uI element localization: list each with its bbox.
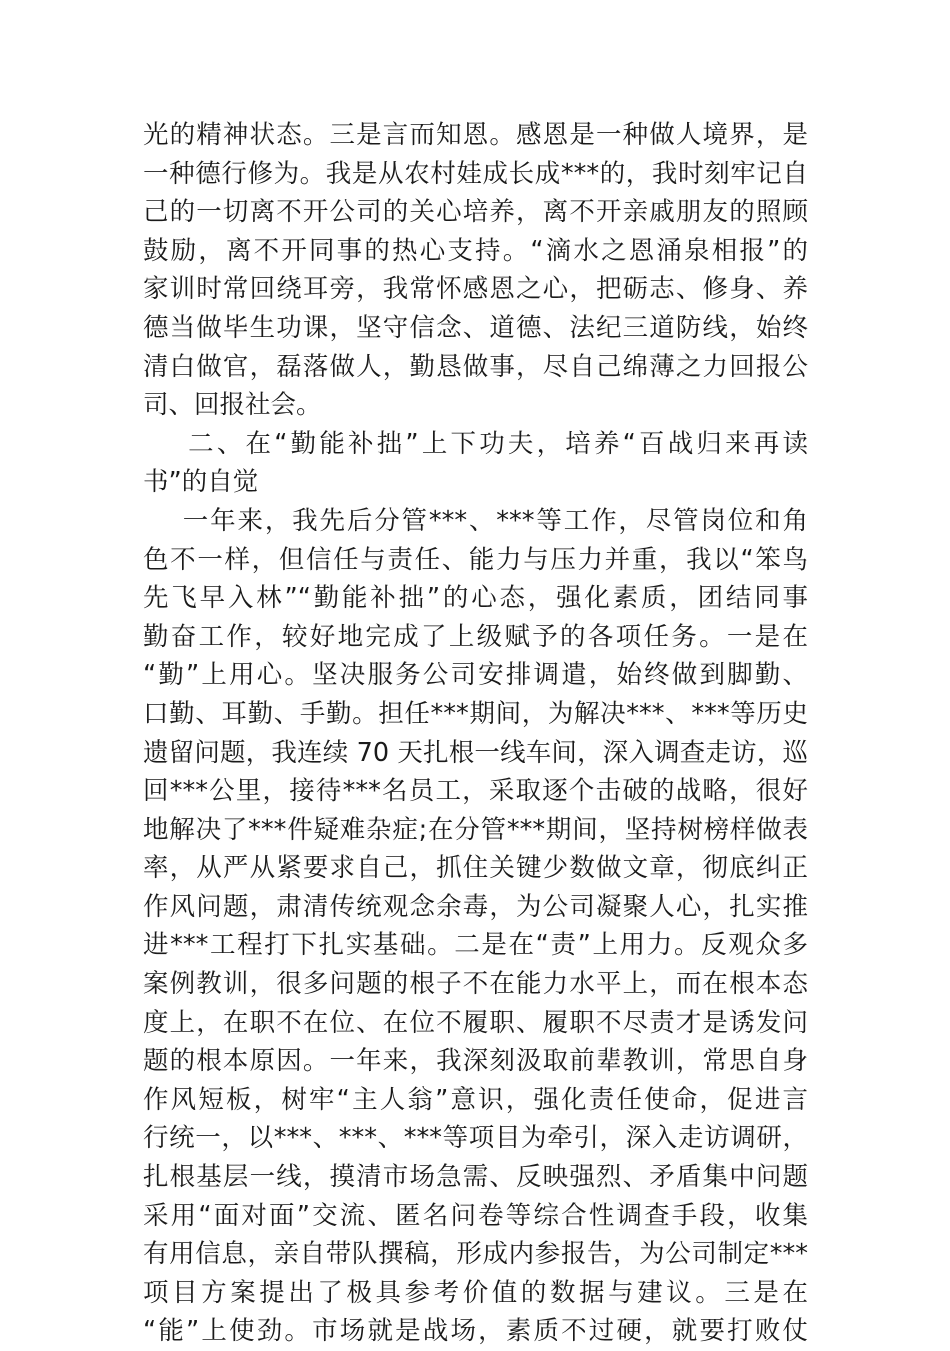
text-line: 进***工程打下扎实基础。二是在“责”上用力。反观众多 — [143, 930, 808, 961]
text-line: 遗留问题，我连续 70 天扎根一线车间，深入调查走访，巡 — [143, 737, 808, 768]
text-line: 司、回报社会。 — [143, 390, 322, 421]
text-line: 己的一切离不开公司的关心培养，离不开亲戚朋友的照顾 — [143, 197, 808, 228]
text-line: 扎根基层一线，摸清市场急需、反映强烈、矛盾集中问题 — [143, 1162, 808, 1193]
text-line: 德当做毕生功课，坚守信念、道德、法纪三道防线，始终 — [143, 312, 808, 343]
text-line: 清白做官，磊落做人，勤恳做事，尽自己绵薄之力回报公 — [143, 351, 808, 382]
text-line: 光的精神状态。三是言而知恩。感恩是一种做人境界，是 — [143, 120, 808, 150]
text-line: 地解决了***件疑难杂症;在分管***期间，坚持树榜样做表 — [143, 814, 808, 845]
text-line: 作风短板，树牢“主人翁”意识，强化责任使命，促进言 — [143, 1084, 808, 1115]
text-line: 率，从严从紧要求自己，抓住关键少数做文章，彻底纠正 — [143, 853, 808, 884]
text-line: 有用信息，亲自带队撰稿，形成内参报告，为公司制定*** — [143, 1239, 808, 1270]
text-line: 案例教训，很多问题的根子不在能力水平上，而在根本态 — [143, 969, 808, 1000]
text-line: 度上，在职不在位、在位不履职、履职不尽责才是诱发问 — [143, 1007, 808, 1038]
text-line: “能”上使劲。市场就是战场，素质不过硬，就要打败仗 — [143, 1316, 808, 1347]
text-line: 采用“面对面”交流、匿名问卷等综合性调查手段，收集 — [143, 1200, 808, 1231]
text-line: 勤奋工作，较好地完成了上级赋予的各项任务。一是在 — [143, 621, 808, 652]
text-line: 鼓励，离不开同事的热心支持。“滴水之恩涌泉相报”的 — [143, 235, 808, 266]
section-heading-line: 二、在“勤能补拙”上下功夫，培养“百战归来再读 — [143, 428, 808, 459]
section-heading-line: 书”的自觉 — [143, 467, 259, 498]
text-line: 口勤、耳勤、手勤。担任***期间，为解决***、***等历史 — [143, 698, 808, 729]
text-line: 一年来，我先后分管***、***等工作，尽管岗位和角 — [143, 505, 808, 536]
text-line: “勤”上用心。坚决服务公司安排调遣，始终做到脚勤、 — [143, 660, 808, 691]
text-line: 色不一样，但信任与责任、能力与压力并重，我以“笨鸟 — [143, 544, 808, 575]
text-line: 先飞早入林”“勤能补拙”的心态，强化素质，团结同事 — [143, 583, 808, 614]
text-line: 项目方案提出了极具参考价值的数据与建议。三是在 — [143, 1277, 808, 1308]
body-text — [143, 116, 808, 1351]
text-line: 一种德行修为。我是从农村娃成长成***的，我时刻牢记自 — [143, 158, 808, 189]
text-line: 回***公里，接待***名员工，采取逐个击破的战略，很好 — [143, 776, 808, 807]
text-line: 作风问题，肃清传统观念余毒，为公司凝聚人心，扎实推 — [143, 891, 808, 922]
text-line: 题的根本原因。一年来，我深刻汲取前辈教训，常思自身 — [143, 1046, 808, 1077]
text-line: 家训时常回绕耳旁，我常怀感恩之心，把砺志、修身、养 — [143, 274, 808, 305]
text-line: 行统一，以***、***、***等项目为牵引，深入走访调研， — [143, 1123, 808, 1154]
